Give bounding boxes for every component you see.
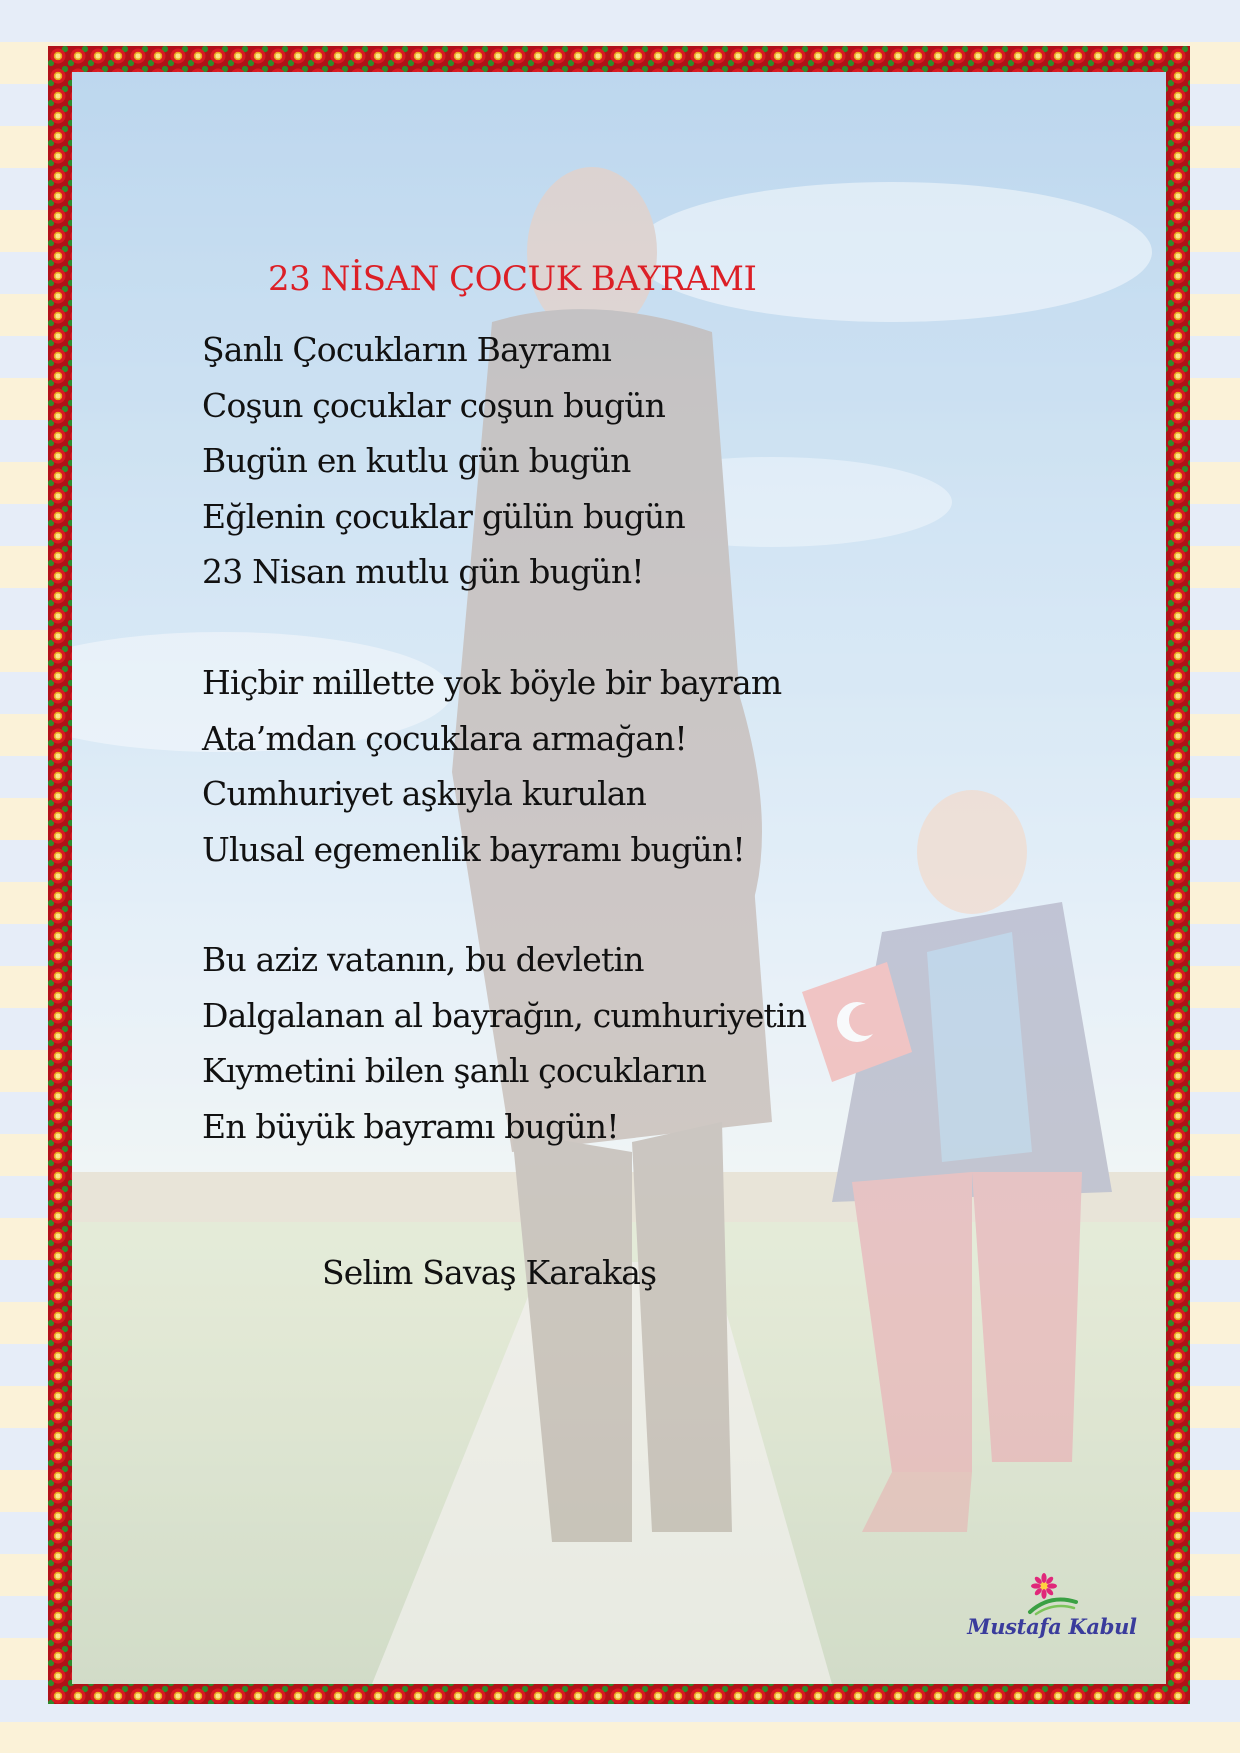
author-logo [962,1572,1142,1652]
poem-title: 23 NİSAN ÇOCUK BAYRAMI [268,259,757,299]
poem-line: Cumhuriyet aşkıyla kurulan [202,774,647,813]
poem-stanza-3 [202,932,1002,1154]
poem-line: Eğlenin çocuklar gülün bugün [202,496,685,536]
poem-line: Ata’mdan çocuklara armağan! [202,718,687,758]
poem-line: Şanlı Çocukların Bayramı [202,330,611,369]
logo-text: Mustafa Kabul [967,1614,1137,1639]
poem-line: Bu aziz vatanın, bu devletin [202,940,644,979]
poem-line: Coşun çocuklar coşun bugün [202,385,666,425]
poem-stanza-2 [202,655,1002,877]
poem-line: Ulusal egemenlik bayramı bugün! [202,829,745,869]
poem-stanza-1 [202,322,1002,600]
poem-line: Bugün en kutlu gün bugün [202,441,631,480]
poem-page [72,72,1166,1684]
poem-line: Hiçbir millette yok böyle bir bayram [202,663,782,702]
flower-swoosh-icon [1024,1572,1080,1616]
poem-author: Selim Savaş Karakaş [322,1253,657,1292]
background-fade-overlay [72,72,1166,1684]
poem-line: Dalgalanan al bayrağın, cumhuriyetin [202,995,807,1035]
poem-line: En büyük bayramı bugün! [202,1106,619,1146]
poem-line: Kıymetini bilen şanlı çocukların [202,1051,707,1090]
poem-line: 23 Nisan mutlu gün bugün! [202,552,644,591]
